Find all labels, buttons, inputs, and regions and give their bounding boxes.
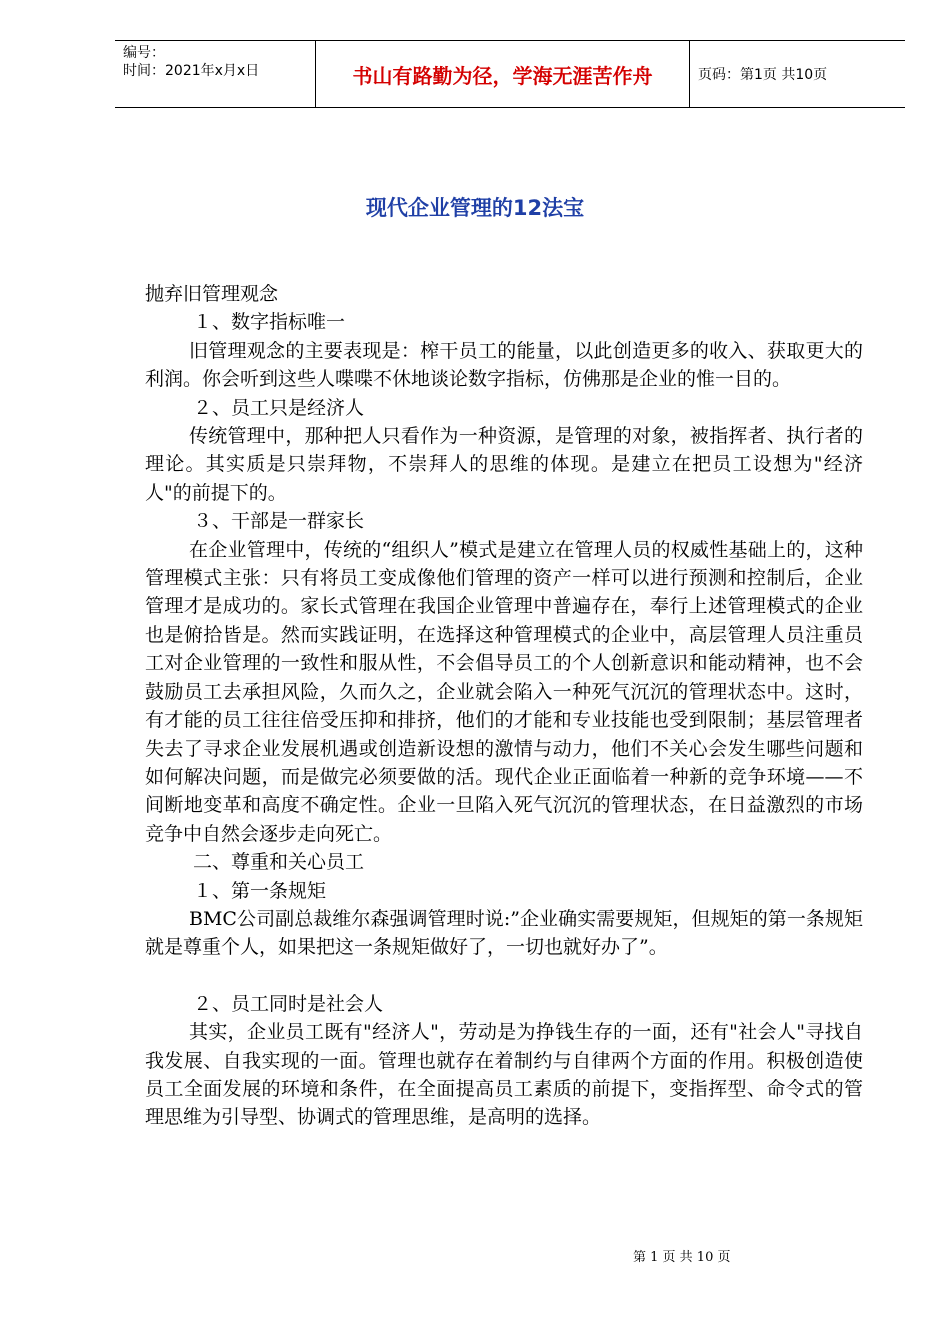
body-paragraph: 旧管理观念的主要表现是：榨干员工的能量，以此创造更多的收入、获取更大的利润。你会听到这些人喋喋不休地谈论数字指标，仿佛那是企业的惟一目的。 (145, 339, 863, 391)
item-heading: ３、干部是一群家长 (193, 510, 365, 533)
page-footer: 第 1 页 共 10 页 (633, 1250, 731, 1265)
item-heading: １、数字指标唯一 (193, 311, 346, 334)
body-paragraph: BMC公司副总裁维尔森强调管理时说:”企业确实需要规矩，但规矩的第一条规矩就是尊重个人，如果把这一条规矩做好了，一切也就好办了”。 (145, 907, 863, 959)
document-title: 现代企业管理的12法宝 (365, 196, 585, 220)
header-motto: 书山有路勤为径，学海无涯苦作舟 (316, 41, 690, 107)
body-paragraph: 在企业管理中，传统的“组织人”模式是建立在管理人员的权威性基础上的，这种管理模式主张：只有将员工变成像他们管理的资产一样可以进行预测和控制后，企业管理才是成功的。家长式管理在我国企业管理中普遍存在，奉行上述管理模式的企业也是俯拾皆是。然而实践证明，在选择这种管理模式的企业中，高层管理人员注重员工对企业管理的一致性和服从性，不会倡导员工的个人创新意识和能动精神，也不会鼓励员工去承担风险，久而久之，企业就会陷入一种死气沉沉的管理状态中。这时，有才能的员工往往倍受压抑和排挤，他们的才能和专业技能也受到限制；基层管理者失去了寻求企业发展机遇或创造新设想的激情与动力，他们不关心会发生哪些问题和如何解决问题，而是做完必须要做的活。现代企业正面临着一种新的竞争环境——不间断地变革和高度不确定性。企业一旦陷入死气沉沉的管理状态，在日益激烈的市场竞争中自然会逐步走向死亡。 (145, 538, 863, 845)
body-paragraph: 其实，企业员工既有"经济人"，劳动是为挣钱生存的一面，还有"社会人"寻找自我发展、自我实现的一面。管理也就存在着制约与自律两个方面的作用。积极创造使员工全面发展的环境和条件，在全面提高员工素质的前提下，变指挥型、命令式的管理思维为引导型、协调式的管理思维，是高明的选择。 (145, 1021, 863, 1129)
blank-line (145, 962, 863, 990)
number-label: 编号： (123, 45, 165, 61)
time-label: 时间：2021年x月x日 (123, 63, 260, 79)
item-heading: ２、员工同时是社会人 (193, 992, 384, 1015)
section-heading: 抛弃旧管理观念 (145, 283, 279, 305)
document-header (115, 40, 905, 108)
body-paragraph: 传统管理中，那种把人只看作为一种资源，是管理的对象，被指挥者、执行者的理论。其实质是只崇拜物，不崇拜人的思维的体现。是建立在把员工设想为"经济人"的前提下的。 (145, 425, 863, 504)
item-heading: ２、员工只是经济人 (193, 396, 365, 419)
header-page-info: 页码：第1页 共10页 (698, 67, 828, 83)
section-heading: 二、尊重和关心员工 (193, 851, 365, 874)
header-meta-cell (115, 41, 316, 107)
document-body (145, 280, 863, 1132)
item-heading: １、第一条规矩 (193, 879, 327, 902)
